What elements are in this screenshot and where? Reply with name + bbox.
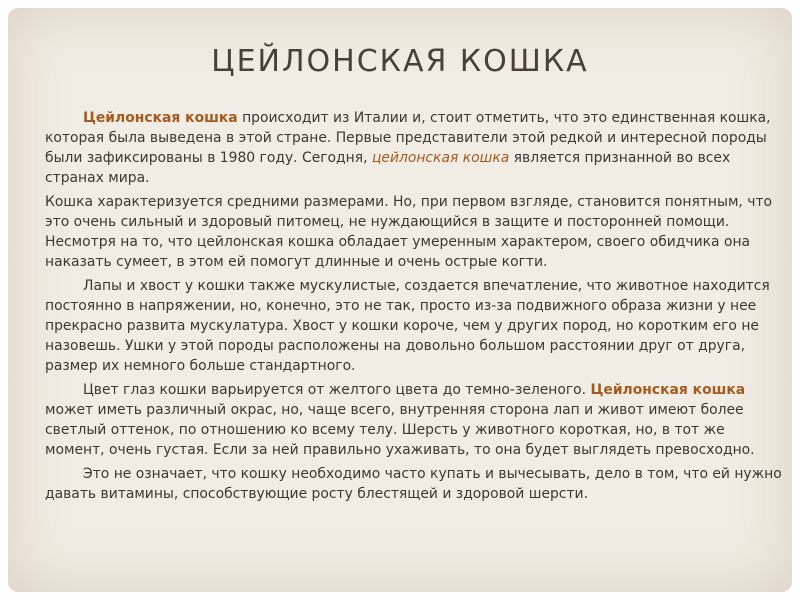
paragraph-4 [45, 380, 787, 460]
paragraph-1 [45, 108, 787, 188]
paragraph-5: Это не означает, что кошку необходимо часто купать и вычесывать, дело в том, что ей нужно давать витамины, способствующие росту блестящей и здоровой шерсти. [45, 466, 782, 502]
paragraph-2: Кошка характеризуется средними размерами. Но, при первом взгляде, становится понятным, что это очень сильный и здоровый питомец, не нуждающийся в защите и посторонней помощи. Несмотря на то, что цейлонская кошка обладает умеренным характером, своего обидчика она наказать сумеет, в этом ей помогут длинные и очень острые когти. [45, 194, 773, 270]
paragraph-text: является признанной во всех странах мира. [45, 150, 731, 186]
term-highlight: Цейлонская кошка [83, 110, 238, 126]
slide-background [8, 8, 792, 592]
term-highlight-italic: цейлонская кошка [371, 150, 510, 166]
slide-title: ЦЕЙЛОНСКАЯ КОШКА [211, 44, 589, 79]
term-highlight: Цейлонская кошка [590, 382, 746, 398]
paragraph-text: происходит из Италии и, стоит отметить, что это единственная кошка, которая была выведена в этой стране. Первые представители этой редкой и интересной породы были зафиксированы в 1980 году. Сегодня, [45, 110, 771, 166]
paragraph-text: Цвет глаз кошки варьируется от желтого цвета до темно-зеленого. [83, 382, 591, 398]
slide-body [45, 108, 787, 508]
paragraph-3: Лапы и хвост у кошки также мускулистые, создается впечатление, что животное находится постоянно в напряжении, но, конечно, это не так, просто из-за подвижного образа жизни у нее прекрасно развита мускулатура. Хвост у кошки короче, чем у других пород, но коротким его не назовешь. Ушки у этой породы расположены на довольно большом расстоянии друг от друга, размер их немного больше стандартного. [45, 278, 770, 374]
paragraph-text: может иметь различный окрас, но, чаще всего, внутренняя сторона лап и живот имеют более светлый оттенок, по отношению ко всему телу. Шерсть у животного короткая, но, в тот же момент, очень густая. Если за ней правильно ухаживать, то она будет выглядеть превосходно. [45, 402, 755, 458]
